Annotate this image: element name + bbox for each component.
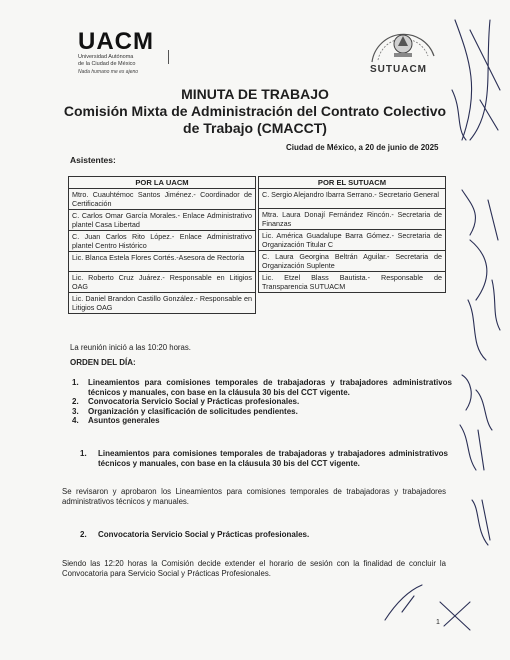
agenda-item-number: 3. [72,406,79,416]
agenda-item-text: Asuntos generales [88,416,160,425]
opening-time: La reunión inició a las 10:20 horas. [70,343,191,352]
union-attendee: Lic. América Guadalupe Barra Gómez.- Secretaria de Organización Titular C [259,230,446,251]
agenda-item [72,397,452,407]
logo-divider [168,50,169,64]
signature-scribble [472,500,490,545]
section1-number: 1. [80,449,87,458]
union-attendees-table [258,176,446,293]
union-attendee: C. Laura Georgina Beltrán Aguilar.- Secretaria de Organización Suplente [259,251,446,272]
agenda-item-text: Convocatoria Servicio Social y Prácticas profesionales. [88,397,300,406]
sutuacm-seal-icon [358,16,448,86]
uacm-motto: Nada humano me es ajeno [78,69,139,75]
uacm-logo [78,30,174,75]
agenda-item-text: Lineamientos para comisiones temporales de trabajadoras y trabajadores administrativos técnicos y manuales, con base en la cláusula 30 bis del CCT vigente. [88,378,452,397]
agenda-list [72,378,452,426]
attendees-heading: Asistentes: [70,155,116,165]
document-subtitle: Comisión Mixta de Administración del Contrato Colectivo de Trabajo (CMACCT) [63,103,447,136]
uacm-column-header: POR LA UACM [69,177,256,189]
section2-heading [80,530,309,540]
agenda-item [72,416,452,426]
uacm-wordmark: UACM [78,28,154,55]
signature-scribble [462,375,492,430]
uacm-attendee: Lic. Daniel Brandon Castillo González.- Responsable en Litigios OAG [69,293,256,314]
union-attendee: Lic. Etzel Blass Bautista.- Responsable de Transparencia SUTUACM [259,272,446,293]
section2-body: Siendo las 12:20 horas la Comisión decide extender el horario de sesión con la finalidad de concluir la Convocatoria para Servicio Social y Prácticas Profesionales. [62,559,446,578]
agenda-item-number: 1. [72,378,79,387]
section1-body: Se revisaron y aprobaron los Lineamientos para comisiones temporales de trabajadoras y trabajadores administrativos técnicos y manuales. [62,487,446,506]
agenda-heading: ORDEN DEL DÍA: [70,358,136,367]
uacm-attendee: C. Carlos Omar García Morales.- Enlace Administrativo plantel Casa Libertad [69,210,256,231]
uacm-subtitle-line2: de la Ciudad de México [78,60,136,67]
agenda-item-number: 2. [72,397,79,406]
union-attendee: Mtra. Laura Donají Fernández Rincón.- Secretaria de Finanzas [259,209,446,230]
signature-scribble [468,280,500,360]
agenda-item [72,378,452,397]
uacm-attendee: C. Juan Carlos Rito López.- Enlace Administrativo plantel Centro Histórico [69,231,256,252]
page-number: 1 [436,619,440,626]
agenda-item-text: Organización y clasificación de solicitudes pendientes. [88,406,298,416]
section2-number: 2. [80,530,87,539]
sutuacm-wordmark: SUTUACM [370,64,427,75]
document-title: MINUTA DE TRABAJO [181,86,329,102]
union-attendee: C. Sergio Alejandro Ibarra Serrano.- Secretario General [259,189,446,209]
uacm-attendee: Lic. Blanca Estela Flores Cortés.-Asesora de Rectoría [69,252,256,272]
section2-title: Convocatoria Servicio Social y Prácticas profesionales. [98,530,310,539]
agenda-item [72,407,452,417]
section1-title: Lineamientos para comisiones temporales de trabajadoras y trabajadores administrativos técnicos y manuales, con base en la cláusula 30 bis del CCT vigente. [98,449,448,468]
signature-scribble [460,425,484,470]
uacm-attendees-table [68,176,256,314]
section1-heading [80,449,448,469]
signature-scribble [385,585,422,620]
signature-scribble [462,190,498,300]
uacm-attendee: Mtro. Cuauhtémoc Santos Jiménez.- Coordinador de Certificación [69,189,256,210]
union-column-header: POR EL SUTUACM [259,177,446,189]
date-line: Ciudad de México, a 20 de junio de 2025 [286,143,439,152]
signature-scribble [455,20,500,140]
signature-scribble [440,602,470,630]
uacm-subtitle-line1: Universidad Autónoma [78,54,134,60]
agenda-item-number: 4. [72,416,79,425]
uacm-attendee: Lic. Roberto Cruz Juárez.- Responsable en Litigios OAG [69,272,256,293]
